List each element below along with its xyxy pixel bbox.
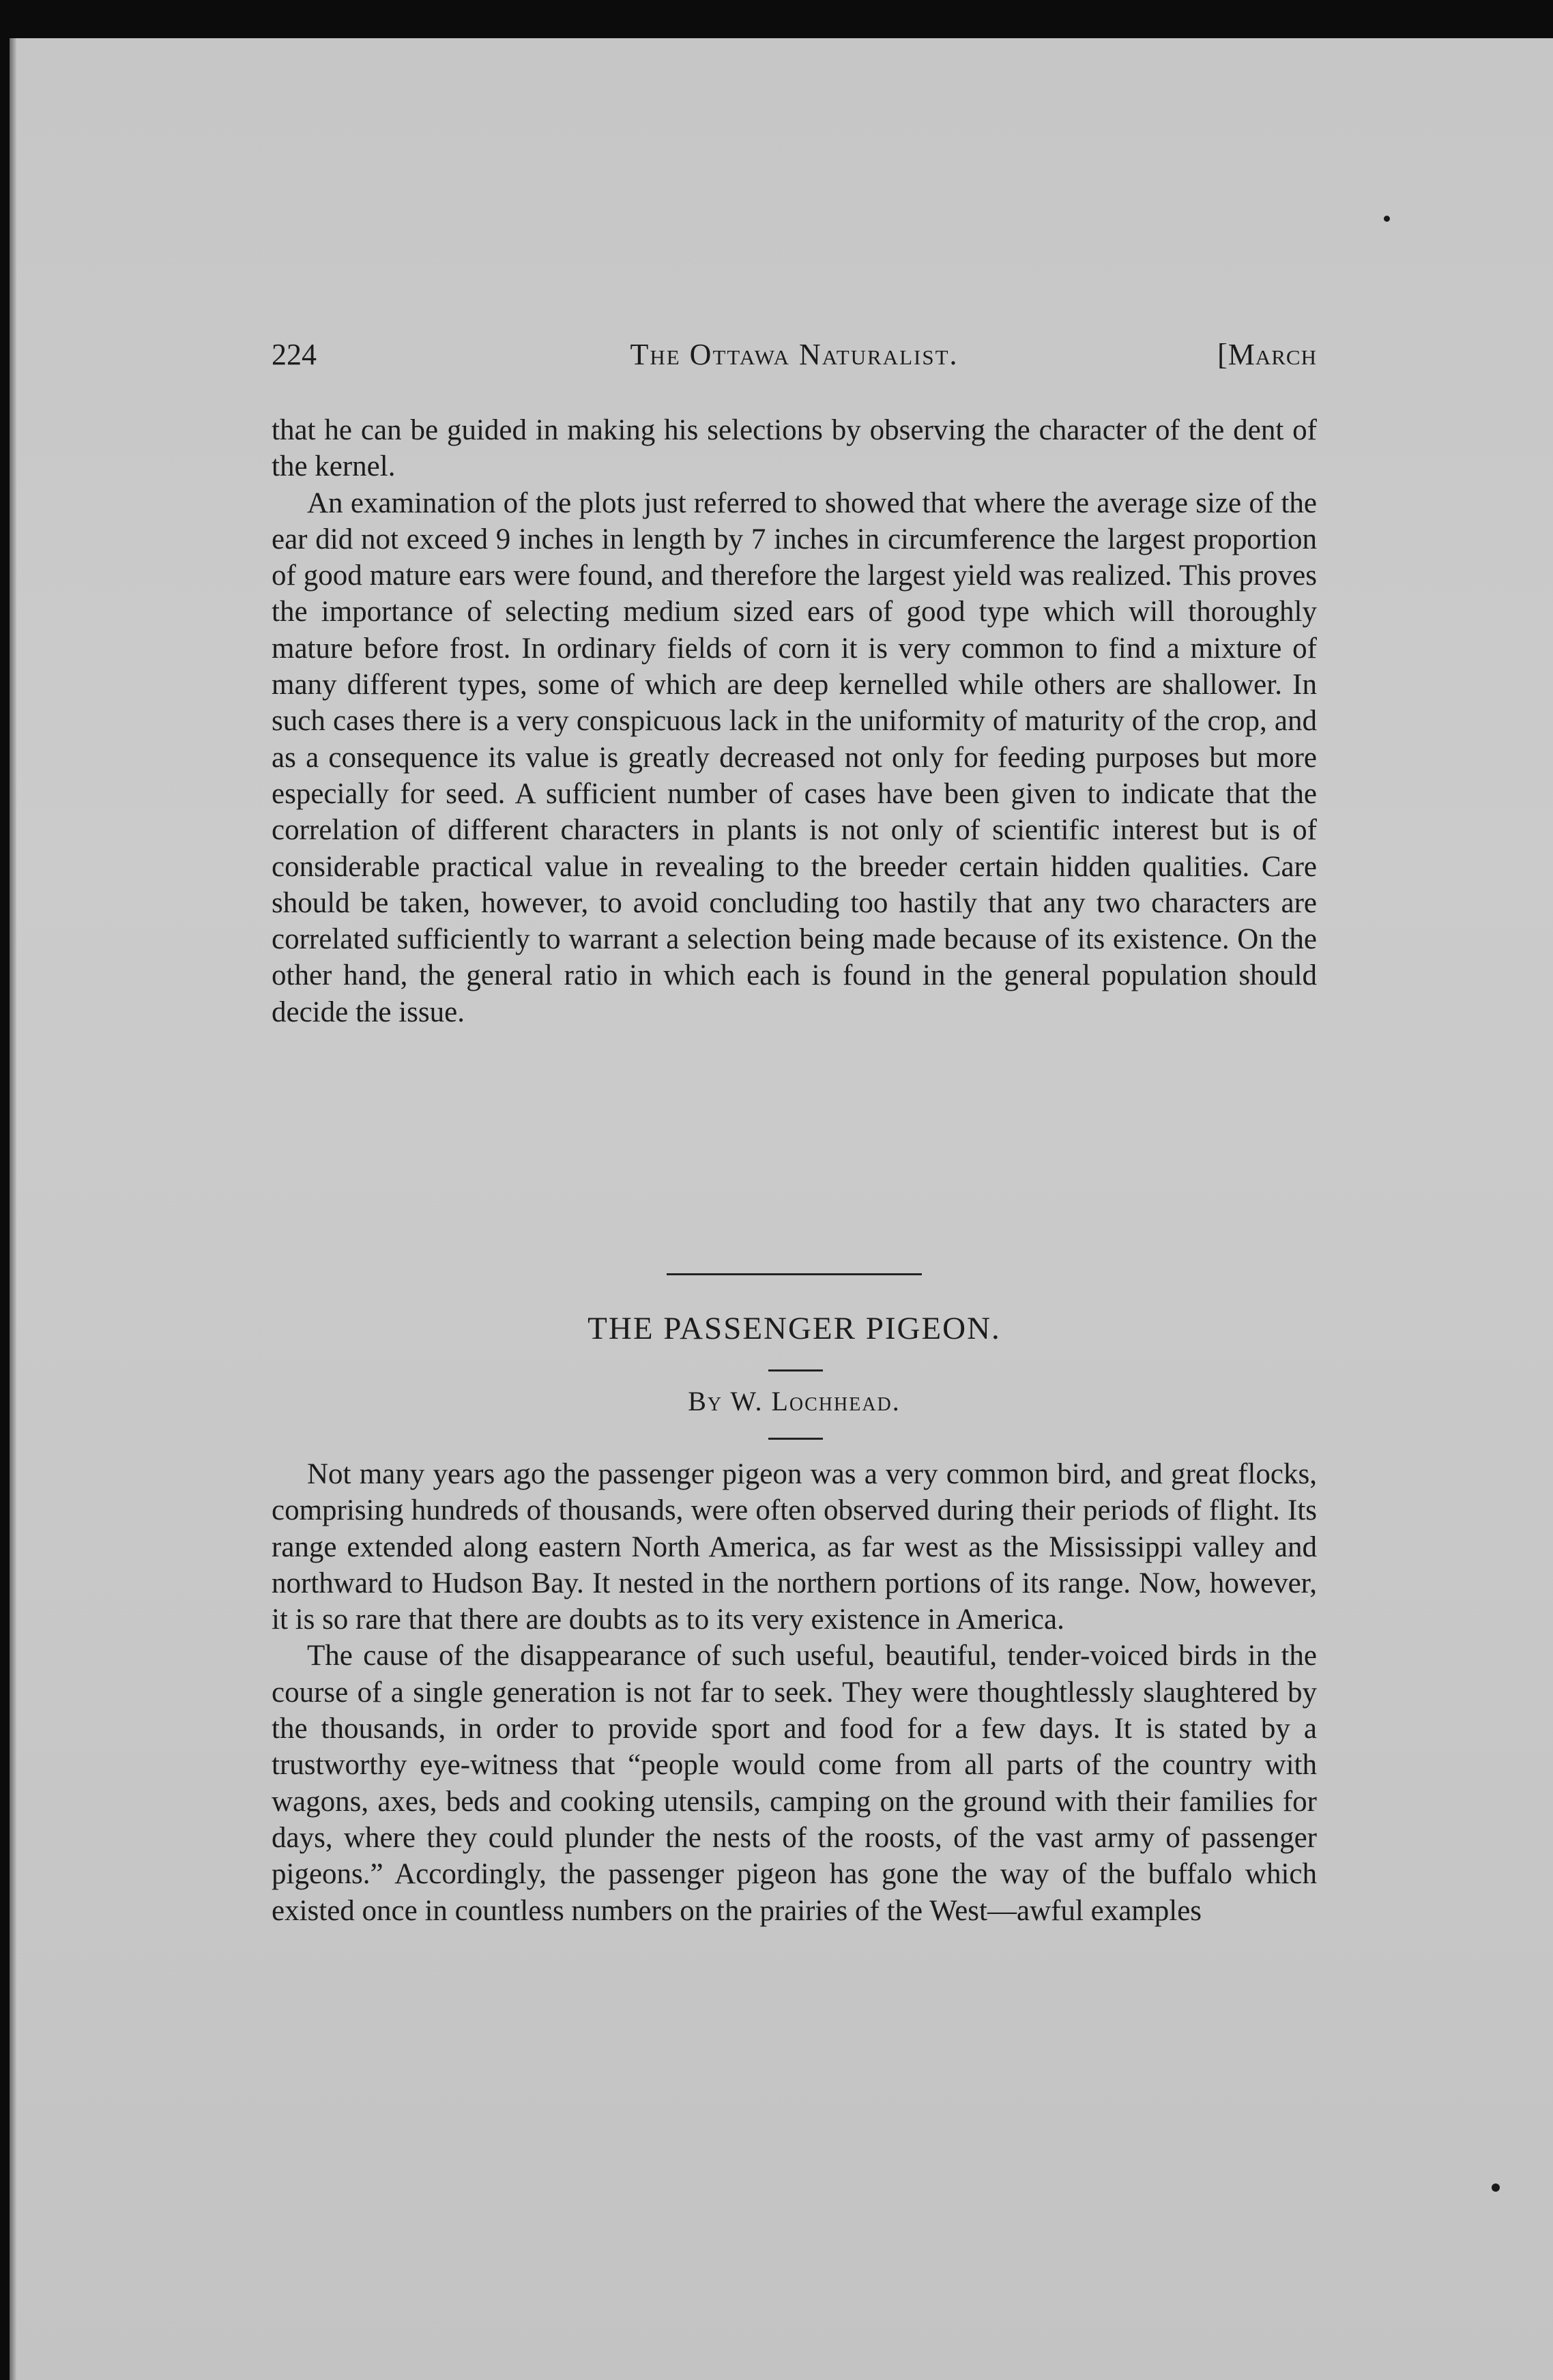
journal-title: The Ottawa Naturalist. [630, 338, 959, 371]
article-title: THE PASSENGER PIGEON. [587, 1311, 1001, 1346]
book-page [10, 38, 1553, 2380]
issue-month: [March [1217, 338, 1317, 371]
page-gutter-edge [10, 38, 16, 2380]
article-byline: By W. Lochhead. [688, 1386, 901, 1417]
paragraph: that he can be guided in making his selections by observing the character of the dent of the kernel. [272, 414, 1317, 483]
dust-speck [1492, 2183, 1500, 2192]
continued-article-text [272, 412, 1317, 1030]
byline-underline-rule [768, 1438, 823, 1440]
page-number: 224 [272, 338, 317, 371]
paragraph: Not many years ago the passenger pigeon was a very common bird, and great flocks, comprising hundreds of thousands, were often observed during their periods of flight. Its range extended along eastern North America, as far west as the Mississippi valley and northward to Hudson Bay. It nested in the northern portions of its range. Now, however, it is so rare that there are doubts as to its very existence in America. [272, 1458, 1317, 1636]
paragraph: An examination of the plots just referred to showed that where the average size of the ear did not exceed 9 inches in length by 7 inches in circumference the largest proportion of good mature ears were found, and therefore the largest yield was realized. This proves the importance of selecting medium sized ears of good type which will thoroughly mature before frost. In ordinary fields of corn it is very common to find a mixture of many different types, some of which are deep kernelled while others are shallower. In such cases there is a very conspicuous lack in the uniformity of maturity of the crop, and as a consequence its value is greatly decreased not only for feeding purposes but more especially for seed. A sufficient number of cases have been given to indicate that the correlation of different characters in plants is not only of scientific interest but is of considerable practical value in revealing to the breeder certain hidden qualities. Care should be taken, however, to avoid concluding too hastily that any two characters are correlated sufficiently to warrant a selection being made because of its existence. On the other hand, the general ratio in which each is found in the general population should decide the issue. [272, 487, 1317, 1028]
article-body [272, 1456, 1317, 1929]
title-underline-rule [768, 1369, 823, 1372]
dust-speck [1384, 216, 1390, 222]
section-divider-rule [667, 1273, 922, 1275]
running-header [272, 337, 1317, 378]
paragraph: The cause of the disappearance of such useful, beautiful, tender-voiced birds in the course of a single generation is not far to seek. They were thoughtlessly slaughtered by the thousands, in order to provide sport and food for a few days. It is stated by a trustworthy eye-witness that “people would come from all parts of the country with wagons, axes, beds and cooking utensils, camping on the ground with their families for days, where they could plunder the nests of the roosts, of the vast army of passenger pigeons.” Accordingly, the passenger pigeon has gone the way of the buffalo which existed once in countless numbers on the prairies of the West—awful examples [272, 1640, 1317, 1927]
